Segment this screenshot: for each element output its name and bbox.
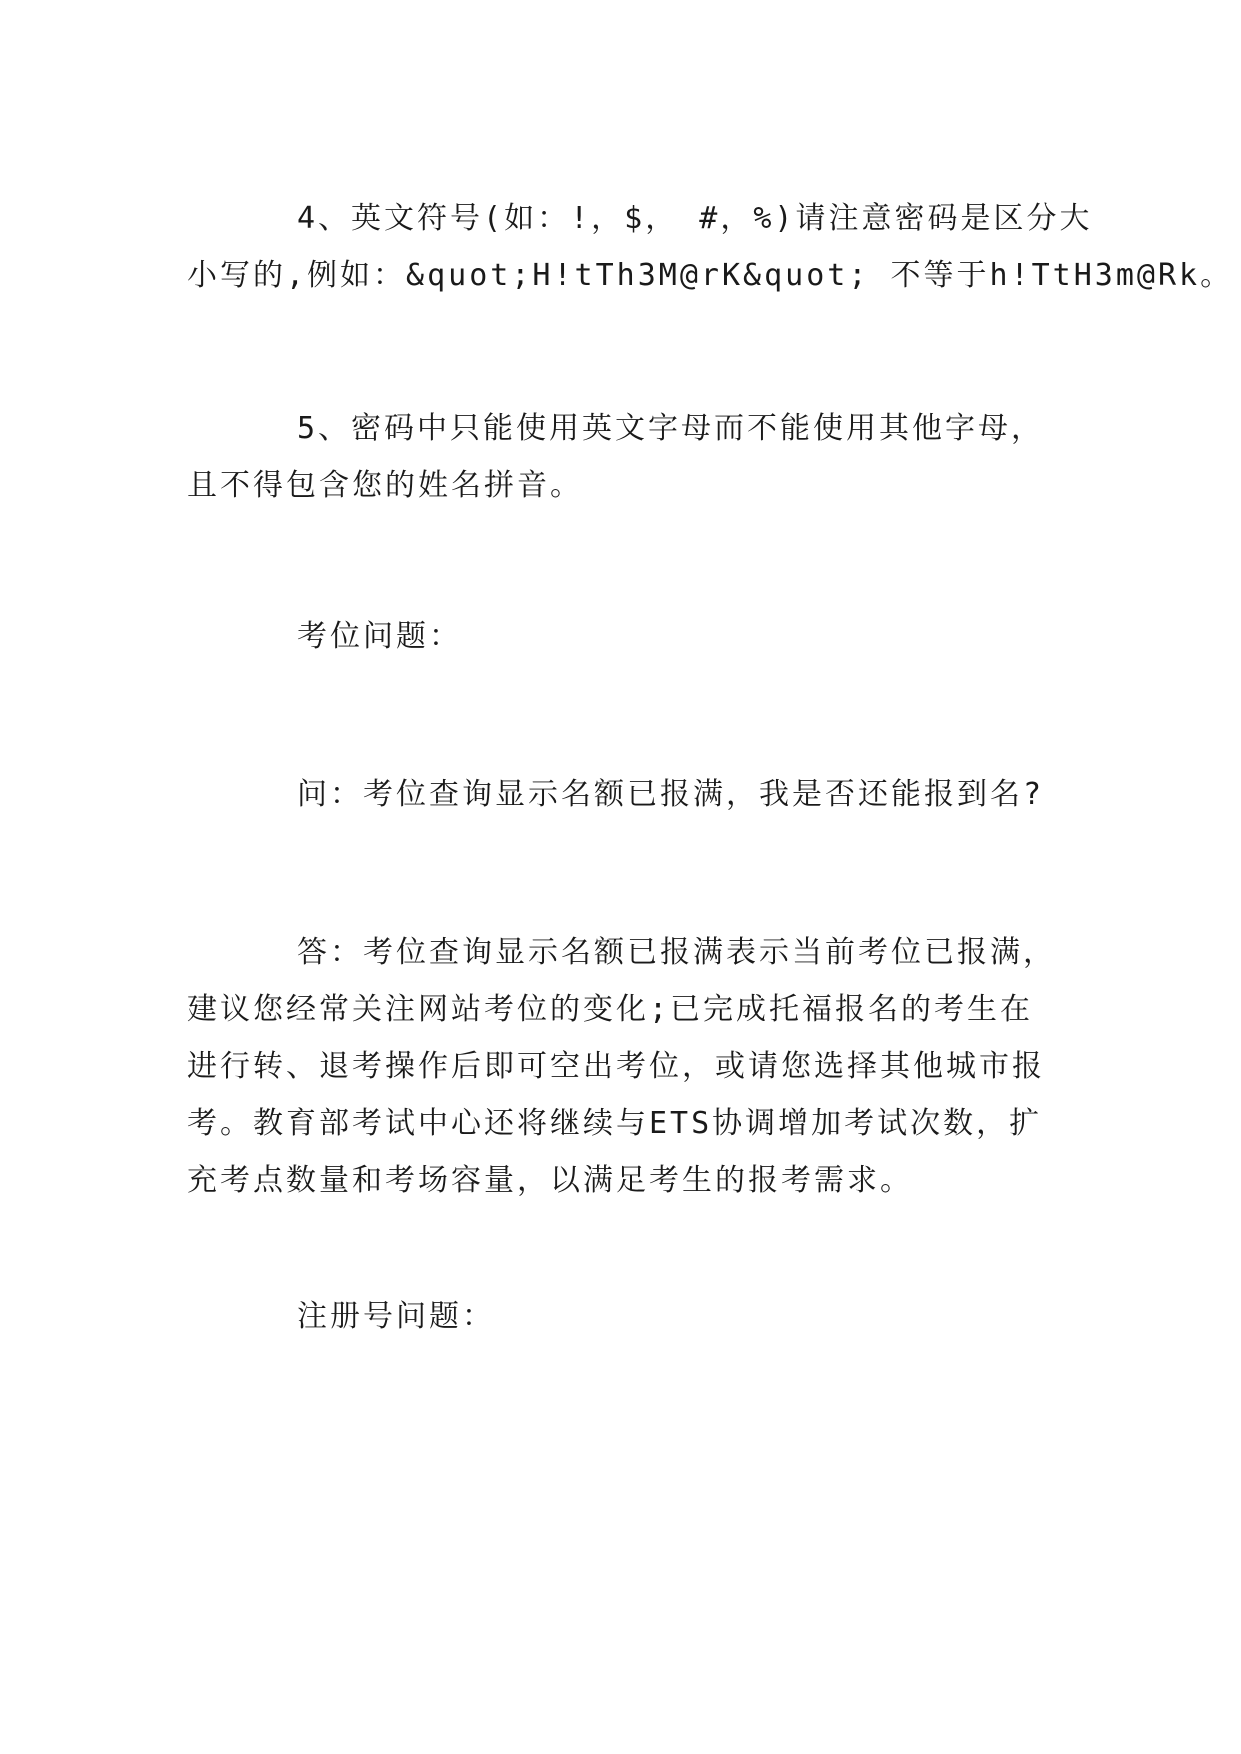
answer-paragraph [187,924,1087,1209]
paragraph-line: 进行转、退考操作后即可空出考位，或请您选择其他城市报 [187,1049,1045,1084]
password-rule-4-paragraph [187,190,1234,304]
paragraph-line: 4、英文符号(如：!，$， #，%)请注意密码是区分大 [297,201,1093,236]
paragraph-line: 5、密码中只能使用英文字母而不能使用其他字母， [297,411,1045,446]
paragraph-line: 答：考位查询显示名额已报满表示当前考位已报满， [297,935,1056,970]
question-paragraph [187,766,1087,823]
paragraph-line: 且不得包含您的姓名拼音。 [187,468,583,503]
section-heading-text: 考位问题： [297,619,462,654]
section-heading-text: 注册号问题： [297,1299,495,1334]
password-rule-5-paragraph [187,400,1087,514]
paragraph-line: 充考点数量和考场容量，以满足考生的报考需求。 [187,1163,913,1198]
section-heading-registration [187,1288,1087,1345]
section-heading-seat [187,608,1087,665]
paragraph-line: 考。教育部考试中心还将继续与ETS协调增加考试次数，扩 [187,1106,1043,1141]
paragraph-line: 建议您经常关注网站考位的变化;已完成托福报名的考生在 [187,992,1034,1027]
paragraph-line: 小写的,例如：&quot;H!tTh3M@rK&quot; 不等于h!TtH3m@Rk。 [187,258,1234,293]
paragraph-line: 问：考位查询显示名额已报满，我是否还能报到名? [297,777,1045,812]
